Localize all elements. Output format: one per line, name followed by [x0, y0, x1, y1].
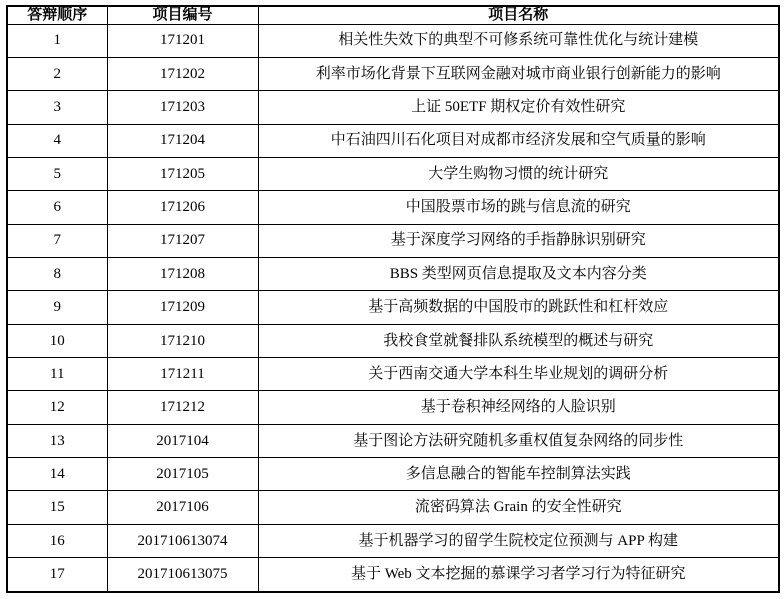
cell-project-name: 中国股票市场的跳与信息流的研究 [258, 191, 779, 224]
defense-schedule-table [6, 5, 780, 593]
cell-project-number: 171210 [107, 324, 258, 357]
cell-project-number: 171208 [107, 257, 258, 290]
cell-project-number: 2017106 [107, 491, 258, 524]
header-project-name: 项目名称 [258, 6, 779, 24]
cell-defense-order: 5 [7, 157, 107, 190]
cell-project-name: 利率市场化背景下互联网金融对城市商业银行创新能力的影响 [258, 57, 779, 90]
cell-project-number: 171207 [107, 224, 258, 257]
table-row [7, 357, 779, 390]
cell-defense-order: 8 [7, 257, 107, 290]
table-row [7, 257, 779, 290]
table-header-row [7, 6, 779, 24]
table-row [7, 124, 779, 157]
cell-project-number: 2017105 [107, 457, 258, 490]
cell-project-number: 171204 [107, 124, 258, 157]
cell-defense-order: 3 [7, 91, 107, 124]
cell-defense-order: 17 [7, 558, 107, 593]
cell-project-name: 基于图论方法研究随机多重权值复杂网络的同步性 [258, 424, 779, 457]
cell-project-number: 171205 [107, 157, 258, 190]
cell-defense-order: 14 [7, 457, 107, 490]
cell-project-name: 基于卷积神经网络的人脸识别 [258, 391, 779, 424]
cell-project-number: 171202 [107, 57, 258, 90]
cell-project-name: 基于高频数据的中国股市的跳跃性和杠杆效应 [258, 291, 779, 324]
cell-defense-order: 12 [7, 391, 107, 424]
cell-project-name: 多信息融合的智能车控制算法实践 [258, 457, 779, 490]
defense-schedule-table-wrap [6, 5, 780, 593]
cell-defense-order: 11 [7, 357, 107, 390]
cell-defense-order: 4 [7, 124, 107, 157]
cell-defense-order: 6 [7, 191, 107, 224]
cell-project-number: 201710613075 [107, 558, 258, 593]
table-row [7, 57, 779, 90]
cell-defense-order: 10 [7, 324, 107, 357]
cell-project-number: 201710613074 [107, 524, 258, 557]
table-row [7, 391, 779, 424]
cell-project-number: 171211 [107, 357, 258, 390]
cell-defense-order: 16 [7, 524, 107, 557]
cell-project-name: 基于机器学习的留学生院校定位预测与 APP 构建 [258, 524, 779, 557]
cell-project-name: BBS 类型网页信息提取及文本内容分类 [258, 257, 779, 290]
cell-project-name: 相关性失效下的典型不可修系统可靠性优化与统计建模 [258, 24, 779, 57]
cell-project-name: 基于 Web 文本挖掘的慕课学习者学习行为特征研究 [258, 558, 779, 593]
table-row [7, 24, 779, 57]
table-row [7, 157, 779, 190]
cell-project-name: 上证 50ETF 期权定价有效性研究 [258, 91, 779, 124]
cell-project-number: 171201 [107, 24, 258, 57]
cell-project-number: 171203 [107, 91, 258, 124]
cell-defense-order: 1 [7, 24, 107, 57]
cell-project-name: 关于西南交通大学本科生毕业规划的调研分析 [258, 357, 779, 390]
table-row [7, 457, 779, 490]
cell-defense-order: 15 [7, 491, 107, 524]
cell-project-number: 171212 [107, 391, 258, 424]
table-row [7, 324, 779, 357]
table-row [7, 191, 779, 224]
table-row [7, 91, 779, 124]
header-project-number: 项目编号 [107, 6, 258, 24]
cell-project-number: 171209 [107, 291, 258, 324]
cell-defense-order: 13 [7, 424, 107, 457]
header-defense-order: 答辩顺序 [7, 6, 107, 24]
cell-project-name: 流密码算法 Grain 的安全性研究 [258, 491, 779, 524]
table-row [7, 524, 779, 557]
cell-project-name: 中石油四川石化项目对成都市经济发展和空气质量的影响 [258, 124, 779, 157]
cell-defense-order: 7 [7, 224, 107, 257]
table-row [7, 291, 779, 324]
cell-defense-order: 9 [7, 291, 107, 324]
table-body [7, 24, 779, 592]
cell-project-name: 大学生购物习惯的统计研究 [258, 157, 779, 190]
cell-project-name: 我校食堂就餐排队系统模型的概述与研究 [258, 324, 779, 357]
table-row [7, 224, 779, 257]
table-row [7, 424, 779, 457]
cell-project-name: 基于深度学习网络的手指静脉识别研究 [258, 224, 779, 257]
cell-project-number: 171206 [107, 191, 258, 224]
cell-defense-order: 2 [7, 57, 107, 90]
cell-project-number: 2017104 [107, 424, 258, 457]
table-row [7, 491, 779, 524]
table-row [7, 558, 779, 593]
